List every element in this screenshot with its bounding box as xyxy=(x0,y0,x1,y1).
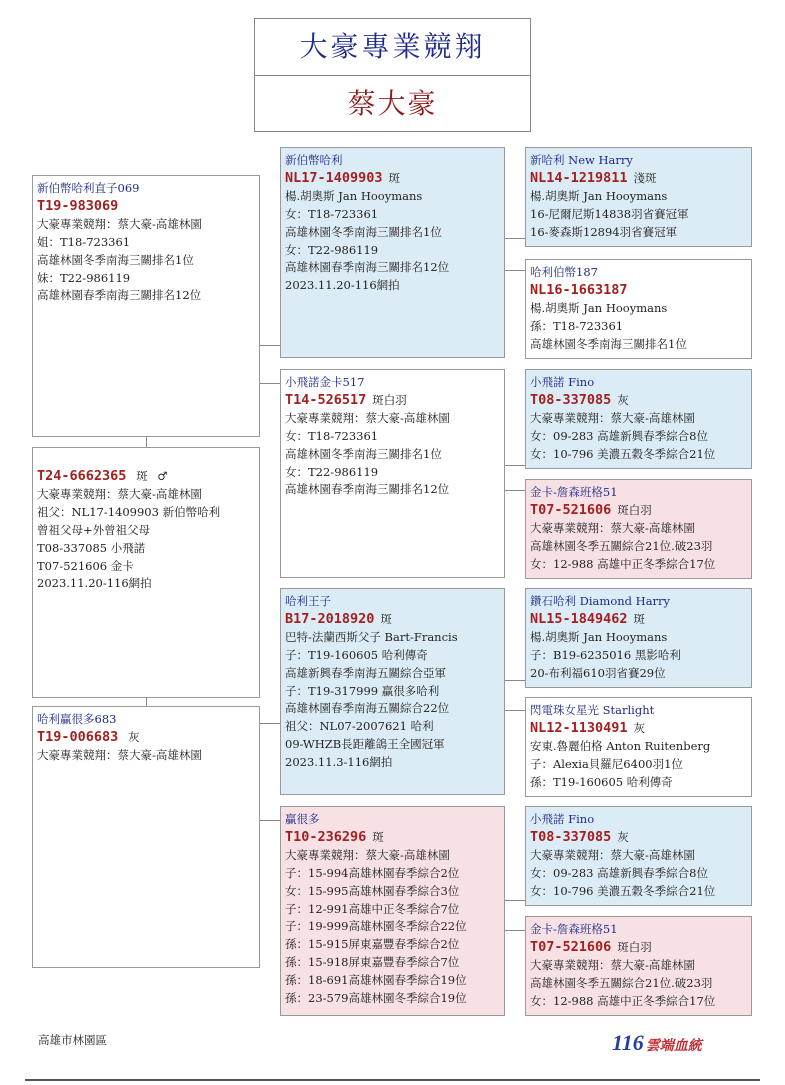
detail-line: 女：12-988 高雄中正冬季綜合17位 xyxy=(530,556,716,571)
detail-line: 孫：18-691高雄林園春季綜合19位 xyxy=(285,973,467,988)
pigeon-name: 金卡-詹森班格51 xyxy=(530,485,618,499)
pigeon-name: 哈利伯幣187 xyxy=(530,265,598,279)
ring-number: T08-337085 xyxy=(530,391,612,408)
detail-line: 姐：T18-723361 xyxy=(37,234,131,249)
ring-row xyxy=(530,502,747,520)
feather-color: 斑 xyxy=(380,611,392,626)
detail-line: 孫：T19-160605 哈利傳奇 xyxy=(530,774,673,789)
ring-number: B17-2018920 xyxy=(285,610,375,627)
detail-line: 女：10-796 美濃五穀冬季綜合21位 xyxy=(530,446,716,461)
pigeon-card-subject xyxy=(32,447,260,698)
pigeon-card-dam-sire xyxy=(280,588,505,795)
detail-line: 20-布利福610羽省賽29位 xyxy=(530,665,666,680)
detail-line: T08-337085 小飛諾 xyxy=(37,540,146,555)
connector xyxy=(505,900,525,901)
detail-line: 楊.胡奧斯 Jan Hooymans xyxy=(285,188,423,203)
ring-number: T14-526517 xyxy=(285,391,367,408)
pigeon-card-dss xyxy=(525,588,752,688)
pigeon-name: 小飛諾 Fino xyxy=(530,375,595,389)
connector xyxy=(505,270,525,271)
ring-number: NL17-1409903 xyxy=(285,169,383,186)
detail-line: T07-521606 金卡 xyxy=(37,558,134,573)
pigeon-card-ddd xyxy=(525,916,752,1016)
detail-line: 女：T18-723361 xyxy=(285,428,379,443)
detail-line: 妹：T22-986119 xyxy=(37,270,131,285)
connector xyxy=(505,490,525,491)
ring-row xyxy=(530,392,747,410)
ring-row xyxy=(37,729,255,747)
feather-color: 灰 xyxy=(633,720,646,735)
pigeon-card-sds xyxy=(525,369,752,469)
ring-row xyxy=(530,170,747,188)
connector xyxy=(260,345,280,346)
pigeon-name: 新伯幣哈利 xyxy=(285,153,343,167)
logo-number: 116 xyxy=(612,1030,644,1055)
pigeon-name: 閃電珠女星光 Starlight xyxy=(530,703,655,717)
pigeon-card-dam-dam xyxy=(280,806,505,1016)
detail-line: 子：15-994高雄林園春季綜合2位 xyxy=(285,865,460,880)
pigeon-card-ssd xyxy=(525,259,752,359)
pigeon-name: 小飛諾 Fino xyxy=(530,812,595,826)
connector xyxy=(146,698,147,706)
bottom-divider xyxy=(25,1079,760,1081)
ring-row xyxy=(530,720,747,738)
cloud-pedigree-logo xyxy=(612,1030,722,1056)
detail-line: 女：09-283 高雄新興春季綜合8位 xyxy=(530,865,708,880)
detail-line: 女：12-988 高雄中正冬季綜合17位 xyxy=(530,993,716,1008)
pigeon-name: 小飛諾金卡517 xyxy=(285,375,365,389)
detail-line: 子：B19-6235016 黑影哈利 xyxy=(530,647,681,662)
pigeon-card-dds xyxy=(525,806,752,906)
connector xyxy=(260,820,280,821)
feather-color: 淺斑 xyxy=(633,170,657,185)
feather-color: 灰 xyxy=(127,729,140,744)
connector xyxy=(505,465,525,466)
detail-line: 高雄林園冬季五關綜合21位.破23羽 xyxy=(530,975,713,990)
connector xyxy=(505,680,525,681)
pigeon-name: 金卡-詹森班格51 xyxy=(530,922,618,936)
logo-text: 雲端血統 xyxy=(645,1038,702,1054)
loft-title: 大豪專業競翔 xyxy=(255,19,530,76)
feather-color: 斑白羽 xyxy=(617,502,652,517)
feather-color: 斑 xyxy=(633,611,646,626)
ring-number: T19-006683 xyxy=(37,728,119,745)
pedigree-header xyxy=(254,18,531,132)
feather-color: 斑白羽 xyxy=(372,392,407,407)
detail-line: 2023.11.3-116網拍 xyxy=(285,755,393,770)
detail-line: 女：T22-986119 xyxy=(285,464,379,479)
ring-number: NL16-1663187 xyxy=(530,281,628,298)
ring-row xyxy=(285,392,500,410)
detail-line: 高雄林園冬季南海三關排名1位 xyxy=(37,252,194,267)
pigeon-name: 哈利王子 xyxy=(285,594,331,608)
detail-line: 女：15-995高雄林園春季綜合3位 xyxy=(285,883,460,898)
pigeon-card-dsd xyxy=(525,697,752,797)
pigeon-name: 新哈利 New Harry xyxy=(530,153,633,167)
detail-line: 孫：15-915屏東嘉豐春季綜合2位 xyxy=(285,937,460,952)
connector xyxy=(505,930,525,931)
ring-number: T19-983069 xyxy=(37,197,119,214)
connector xyxy=(260,723,280,724)
pigeon-card-dam xyxy=(32,706,260,968)
connector xyxy=(505,710,525,711)
ring-number: T10-236296 xyxy=(285,828,367,845)
detail-line: 大豪專業競翔：蔡大豪-高雄林園 xyxy=(285,847,450,862)
detail-line: 2023.11.20-116網拍 xyxy=(37,576,152,591)
pigeon-card-sire xyxy=(32,175,260,437)
detail-line: 楊.胡奧斯 Jan Hooymans xyxy=(530,188,668,203)
feather-color: 斑 xyxy=(136,469,148,483)
detail-line: 高雄林園冬季南海三關排名1位 xyxy=(530,336,687,351)
detail-line: 高雄林園冬季南海三關排名1位 xyxy=(285,446,442,461)
detail-line: 子：Alexia貝羅尼6400羽1位 xyxy=(530,756,683,771)
pigeon-card-sire-dam xyxy=(280,369,505,578)
ring-number: NL12-1130491 xyxy=(530,719,628,736)
detail-line: 女：10-796 美濃五穀冬季綜合21位 xyxy=(530,883,716,898)
detail-line: 大豪專業競翔：蔡大豪-高雄林園 xyxy=(530,410,695,425)
ring-number: T07-521606 xyxy=(530,938,612,955)
detail-line: 女：T18-723361 xyxy=(285,206,379,221)
pigeon-name: 新伯幣哈利直子069 xyxy=(37,181,140,195)
detail-line: 高雄林園春季南海三關排名12位 xyxy=(37,288,202,303)
ring-number: T07-521606 xyxy=(530,501,612,518)
detail-line: 子：12-991高雄中正冬季綜合7位 xyxy=(285,901,460,916)
detail-line: 女：T22-986119 xyxy=(285,242,379,257)
connector xyxy=(146,437,147,447)
owner-name: 蔡大豪 xyxy=(347,87,438,120)
ring-row xyxy=(530,282,747,300)
detail-line: 祖父：NL17-1409903 新伯幣哈利 xyxy=(37,504,221,519)
pigeon-name: 哈利贏很多683 xyxy=(37,712,117,726)
feather-color: 斑白羽 xyxy=(617,939,652,954)
detail-line: 大豪專業競翔：蔡大豪-高雄林園 xyxy=(530,847,695,862)
detail-line: 大豪專業競翔：蔡大豪-高雄林園 xyxy=(530,957,695,972)
pigeon-name: 鑽石哈利 Diamond Harry xyxy=(530,594,671,608)
detail-line: 楊.胡奧斯 Jan Hooymans xyxy=(530,300,668,315)
detail-line: 孫：15-918屏東嘉豐春季綜合7位 xyxy=(285,955,460,970)
ring-number: NL15-1849462 xyxy=(530,610,628,627)
detail-line: 大豪專業競翔：蔡大豪-高雄林園 xyxy=(530,520,695,535)
detail-line: 巴特-法蘭西斯父子 Bart-Francis xyxy=(285,629,458,644)
feather-color: 灰 xyxy=(617,829,629,844)
feather-color: 斑 xyxy=(388,170,401,185)
pigeon-card-sss xyxy=(525,147,752,247)
ring-row xyxy=(530,611,747,629)
detail-line: 高雄林園春季南海三關排名12位 xyxy=(285,482,450,497)
location-text: 高雄市林園區 xyxy=(38,1033,107,1047)
detail-line: 2023.11.20-116網拍 xyxy=(285,278,400,293)
detail-line: 高雄林園冬季五關綜合21位.破23羽 xyxy=(530,538,713,553)
ring-row xyxy=(530,939,747,957)
detail-line: 09-WHZB長距離鴿王全國冠軍 xyxy=(285,737,445,752)
ring-row xyxy=(37,468,255,486)
ring-row xyxy=(530,829,747,847)
ring-row xyxy=(37,198,255,216)
detail-line: 孫：T18-723361 xyxy=(530,318,624,333)
ring-number: NL14-1219811 xyxy=(530,169,628,186)
feather-color: 斑 xyxy=(372,829,384,844)
detail-line: 16-麥森斯12894羽省賽冠軍 xyxy=(530,224,678,239)
detail-line: 大豪專業競翔：蔡大豪-高雄林園 xyxy=(37,486,202,501)
connector xyxy=(260,383,280,384)
detail-line: 高雄林園冬季南海三關排名1位 xyxy=(285,224,442,239)
detail-line: 子：19-999高雄林園冬季綜合22位 xyxy=(285,919,467,934)
detail-line: 高雄新興春季南海五關綜合亞軍 xyxy=(285,665,446,680)
sex-symbol: ♂ xyxy=(157,469,168,483)
detail-line: 高雄林園春季南海五關綜合22位 xyxy=(285,701,450,716)
pigeon-card-sire-sire xyxy=(280,147,505,358)
ring-row xyxy=(285,170,500,188)
detail-line: 大豪專業競翔：蔡大豪-高雄林園 xyxy=(285,410,450,425)
ring-number: T24-6662365 xyxy=(37,468,127,484)
connector xyxy=(505,238,525,239)
ring-row xyxy=(285,611,500,629)
detail-line: 曾祖父母+外曾祖父母 xyxy=(37,522,151,537)
detail-line: 祖父：NL07-2007621 哈利 xyxy=(285,719,434,734)
detail-line: 大豪專業競翔：蔡大豪-高雄林園 xyxy=(37,747,202,762)
detail-line: 女：09-283 高雄新興春季綜合8位 xyxy=(530,428,708,443)
detail-line: 孫：23-579高雄林園冬季綜合19位 xyxy=(285,991,467,1006)
pigeon-name: 贏很多 xyxy=(285,812,320,826)
detail-line: 16-尼爾尼斯14838羽省賽冠軍 xyxy=(530,206,689,221)
detail-line: 高雄林園春季南海三關排名12位 xyxy=(285,260,450,275)
detail-line: 子：T19-160605 哈利傳奇 xyxy=(285,647,428,662)
detail-line: 大豪專業競翔：蔡大豪-高雄林園 xyxy=(37,216,202,231)
detail-line: 安東.魯麗伯格 Anton Ruitenberg xyxy=(530,738,711,753)
ring-number: T08-337085 xyxy=(530,828,612,845)
ring-row xyxy=(285,829,500,847)
feather-color: 灰 xyxy=(617,392,629,407)
detail-line: 楊.胡奧斯 Jan Hooymans xyxy=(530,629,668,644)
pigeon-card-sdd xyxy=(525,479,752,579)
detail-line: 子：T19-317999 贏很多哈利 xyxy=(285,683,440,698)
